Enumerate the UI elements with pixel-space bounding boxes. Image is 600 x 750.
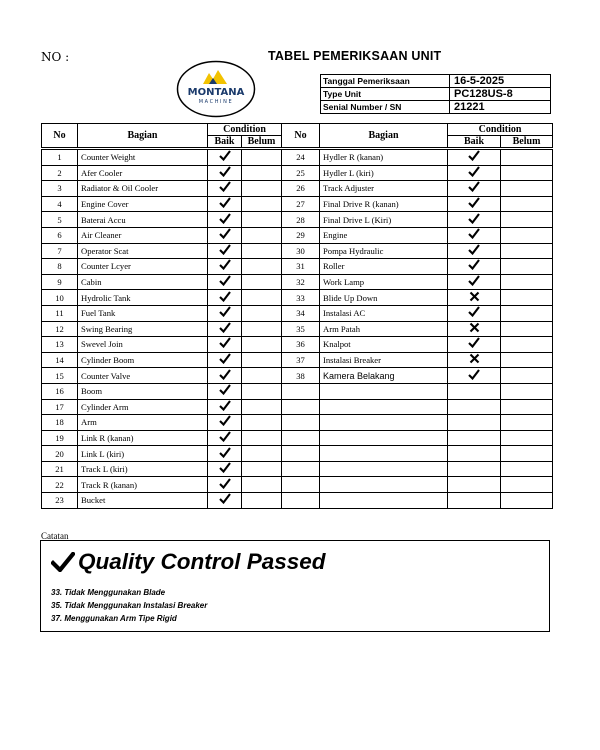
- document-title: TABEL PEMERIKSAAN UNIT: [268, 49, 442, 63]
- condition-belum-cell: [501, 165, 553, 181]
- condition-baik-cell: [448, 305, 501, 321]
- condition-belum-cell: [242, 446, 282, 462]
- item-number: 27: [282, 196, 320, 212]
- item-name: Instalasi AC: [320, 305, 448, 321]
- item-number: 14: [42, 352, 78, 368]
- info-row: [321, 101, 551, 114]
- inspection-table-header: [41, 123, 553, 148]
- condition-baik-cell: [448, 181, 501, 197]
- condition-belum-cell: [242, 337, 282, 353]
- condition-baik-cell: [208, 430, 242, 446]
- condition-belum-cell: [501, 305, 553, 321]
- item-name: Work Lamp: [320, 274, 448, 290]
- condition-baik-cell: [448, 259, 501, 275]
- condition-belum-cell: [501, 212, 553, 228]
- info-label: Tanggal Pemeriksaan: [321, 75, 450, 88]
- info-table: [320, 74, 551, 114]
- item-name: Link L (kiri): [78, 446, 208, 462]
- item-name: Operator Scat: [78, 243, 208, 259]
- item-name: Hydler L (kiri): [320, 165, 448, 181]
- item-number: 31: [282, 259, 320, 275]
- header-belum: Belum: [242, 136, 282, 148]
- condition-belum-cell: [242, 150, 282, 166]
- montana-logo-icon: [176, 60, 256, 118]
- check-mark-icon: [219, 493, 231, 504]
- condition-baik-cell: [208, 477, 242, 493]
- check-mark-icon: [219, 197, 231, 208]
- table-row: [42, 477, 553, 493]
- item-number: 34: [282, 305, 320, 321]
- condition-baik-cell: [448, 212, 501, 228]
- condition-belum-cell: [242, 165, 282, 181]
- check-mark-icon: [468, 197, 480, 208]
- item-name: Final Drive R (kanan): [320, 196, 448, 212]
- condition-belum-cell: [501, 321, 553, 337]
- table-row: [42, 259, 553, 275]
- item-name: Engine Cover: [78, 196, 208, 212]
- condition-baik-cell: [208, 415, 242, 431]
- item-number: 33: [282, 290, 320, 306]
- table-row: [42, 165, 553, 181]
- info-label: Type Unit: [321, 88, 450, 101]
- condition-belum-cell: [501, 227, 553, 243]
- header-baik: Baik: [208, 136, 242, 148]
- cross-mark-icon: [469, 353, 480, 364]
- item-name: Hydler R (kanan): [320, 150, 448, 166]
- no-label: NO :: [41, 50, 70, 64]
- item-name: Cylinder Arm: [78, 399, 208, 415]
- item-number: 30: [282, 243, 320, 259]
- condition-belum-cell: [242, 227, 282, 243]
- check-mark-icon: [468, 181, 480, 192]
- table-row: [42, 430, 553, 446]
- check-mark-icon: [219, 213, 231, 224]
- check-mark-icon: [219, 369, 231, 380]
- item-number: 37: [282, 352, 320, 368]
- item-number: 5: [42, 212, 78, 228]
- header-condition: Condition: [208, 124, 282, 136]
- check-mark-icon: [468, 150, 480, 161]
- condition-belum-cell: [242, 368, 282, 384]
- condition-belum-cell: [242, 430, 282, 446]
- item-name: Afer Cooler: [78, 165, 208, 181]
- condition-baik-cell: [208, 274, 242, 290]
- condition-belum-cell: [501, 290, 553, 306]
- item-number: 36: [282, 337, 320, 353]
- item-number: 38: [282, 368, 320, 384]
- check-mark-icon: [468, 259, 480, 270]
- check-mark-icon: [468, 228, 480, 239]
- item-number: 22: [42, 477, 78, 493]
- table-row: [42, 383, 553, 399]
- condition-belum-cell: [242, 383, 282, 399]
- table-row: [42, 352, 553, 368]
- item-name: Swevel Join: [78, 337, 208, 353]
- item-number: 17: [42, 399, 78, 415]
- condition-baik-cell: [448, 165, 501, 181]
- table-row: [42, 368, 553, 384]
- check-mark-icon: [219, 415, 231, 426]
- item-name: Air Cleaner: [78, 227, 208, 243]
- table-row: [42, 274, 553, 290]
- check-icon: [51, 552, 75, 572]
- item-number: 21: [42, 461, 78, 477]
- note-line: 37. Menggunakan Arm Tipe Rigid: [51, 614, 177, 623]
- table-row: [42, 461, 553, 477]
- condition-belum-cell: [501, 181, 553, 197]
- info-value: 16-5-2025: [450, 75, 551, 88]
- check-mark-icon: [219, 150, 231, 161]
- check-mark-icon: [219, 447, 231, 458]
- condition-baik-cell: [448, 227, 501, 243]
- check-mark-icon: [219, 478, 231, 489]
- notes-label: Catatan: [41, 531, 69, 541]
- item-name: Counter Weight: [78, 150, 208, 166]
- condition-baik-cell: [208, 321, 242, 337]
- item-number: 12: [42, 321, 78, 337]
- condition-belum-cell: [242, 181, 282, 197]
- condition-baik-cell: [208, 305, 242, 321]
- logo-name: MONTANA: [187, 87, 245, 98]
- condition-baik-cell: [208, 181, 242, 197]
- check-mark-icon: [468, 244, 480, 255]
- item-number: 10: [42, 290, 78, 306]
- check-mark-icon: [468, 213, 480, 224]
- condition-baik-cell: [208, 227, 242, 243]
- item-name: Bucket: [78, 493, 208, 509]
- check-mark-icon: [219, 306, 231, 317]
- condition-baik-cell: [448, 150, 501, 166]
- item-number: 26: [282, 181, 320, 197]
- condition-belum-cell: [242, 461, 282, 477]
- condition-baik-cell: [208, 461, 242, 477]
- item-name: Hydrolic Tank: [78, 290, 208, 306]
- item-name: Fuel Tank: [78, 305, 208, 321]
- qc-headline: [51, 549, 326, 575]
- condition-belum-cell: [242, 305, 282, 321]
- item-name: Track R (kanan): [78, 477, 208, 493]
- table-row: [42, 415, 553, 431]
- item-number: 9: [42, 274, 78, 290]
- condition-baik-cell: [448, 337, 501, 353]
- condition-belum-cell: [242, 243, 282, 259]
- condition-belum-cell: [242, 212, 282, 228]
- table-row: [42, 337, 553, 353]
- condition-belum-cell: [242, 399, 282, 415]
- check-mark-icon: [219, 337, 231, 348]
- table-row: [42, 399, 553, 415]
- header-belum: Belum: [501, 136, 553, 148]
- info-value: 21221: [450, 101, 551, 114]
- condition-baik-cell: [208, 150, 242, 166]
- condition-belum-cell: [501, 259, 553, 275]
- item-number: 16: [42, 383, 78, 399]
- item-number: 3: [42, 181, 78, 197]
- item-name: Cylinder Boom: [78, 352, 208, 368]
- check-mark-icon: [219, 259, 231, 270]
- check-mark-icon: [219, 291, 231, 302]
- item-number: 7: [42, 243, 78, 259]
- info-label: Senial Number / SN: [321, 101, 450, 114]
- table-row: [42, 446, 553, 462]
- condition-baik-cell: [208, 446, 242, 462]
- check-mark-icon: [219, 384, 231, 395]
- item-number: 19: [42, 430, 78, 446]
- table-row: [42, 150, 553, 166]
- note-line: 35. Tidak Menggunakan Instalasi Breaker: [51, 601, 208, 610]
- table-row: [42, 196, 553, 212]
- note-line: 33. Tidak Menggunakan Blade: [51, 588, 166, 597]
- check-mark-icon: [468, 306, 480, 317]
- condition-belum-cell: [501, 368, 553, 384]
- condition-baik-cell: [208, 212, 242, 228]
- condition-belum-cell: [501, 337, 553, 353]
- condition-baik-cell: [208, 259, 242, 275]
- item-name: Roller: [320, 259, 448, 275]
- item-number: 11: [42, 305, 78, 321]
- header-condition: Condition: [448, 124, 553, 136]
- table-row: [42, 243, 553, 259]
- header-baik: Baik: [448, 136, 501, 148]
- condition-belum-cell: [242, 196, 282, 212]
- item-name: Blide Up Down: [320, 290, 448, 306]
- condition-baik-cell: [448, 290, 501, 306]
- item-name: Instalasi Breaker: [320, 352, 448, 368]
- table-row: [42, 305, 553, 321]
- item-number: 13: [42, 337, 78, 353]
- check-mark-icon: [468, 275, 480, 286]
- item-number: 28: [282, 212, 320, 228]
- check-mark-icon: [219, 275, 231, 286]
- item-name: Final Drive L (Kiri): [320, 212, 448, 228]
- condition-baik-cell: [448, 321, 501, 337]
- item-name: Pompa Hydraulic: [320, 243, 448, 259]
- item-number: 1: [42, 150, 78, 166]
- item-name: Cabin: [78, 274, 208, 290]
- item-name: Knalpot: [320, 337, 448, 353]
- check-mark-icon: [468, 369, 480, 380]
- condition-baik-cell: [208, 165, 242, 181]
- item-number: 15: [42, 368, 78, 384]
- header-no: No: [282, 124, 320, 148]
- check-mark-icon: [219, 166, 231, 177]
- item-name: Counter Valve: [78, 368, 208, 384]
- condition-belum-cell: [242, 259, 282, 275]
- item-name: Swing Bearing: [78, 321, 208, 337]
- condition-belum-cell: [242, 493, 282, 509]
- info-value: PC128US-8: [450, 88, 551, 101]
- item-name: Engine: [320, 227, 448, 243]
- condition-baik-cell: [208, 290, 242, 306]
- condition-baik-cell: [208, 243, 242, 259]
- condition-baik-cell: [448, 243, 501, 259]
- qc-headline-text: Quality Control Passed: [78, 549, 326, 574]
- condition-belum-cell: [501, 352, 553, 368]
- check-mark-icon: [219, 228, 231, 239]
- header-no: No: [42, 124, 78, 148]
- item-name: Arm Patah: [320, 321, 448, 337]
- condition-belum-cell: [501, 274, 553, 290]
- item-number: 20: [42, 446, 78, 462]
- condition-baik-cell: [208, 352, 242, 368]
- check-mark-icon: [468, 337, 480, 348]
- item-number: 24: [282, 150, 320, 166]
- condition-baik-cell: [448, 274, 501, 290]
- logo-subtitle: MACHINE: [198, 99, 234, 105]
- condition-belum-cell: [242, 352, 282, 368]
- check-mark-icon: [219, 244, 231, 255]
- check-mark-icon: [219, 462, 231, 473]
- condition-belum-cell: [242, 415, 282, 431]
- condition-belum-cell: [501, 150, 553, 166]
- table-row: [42, 321, 553, 337]
- condition-belum-cell: [501, 196, 553, 212]
- cross-mark-icon: [469, 322, 480, 333]
- item-number: 8: [42, 259, 78, 275]
- check-mark-icon: [219, 353, 231, 364]
- cross-mark-icon: [469, 291, 480, 302]
- item-number: 32: [282, 274, 320, 290]
- check-mark-icon: [468, 166, 480, 177]
- info-row: [321, 88, 551, 101]
- condition-baik-cell: [448, 352, 501, 368]
- condition-baik-cell: [208, 196, 242, 212]
- condition-baik-cell: [208, 337, 242, 353]
- item-number: 4: [42, 196, 78, 212]
- header-bagian: Bagian: [78, 124, 208, 148]
- inspection-table: [41, 149, 553, 509]
- condition-baik-cell: [208, 368, 242, 384]
- condition-baik-cell: [208, 493, 242, 509]
- check-mark-icon: [219, 322, 231, 333]
- table-row: [42, 181, 553, 197]
- check-mark-icon: [219, 400, 231, 411]
- condition-baik-cell: [448, 368, 501, 384]
- item-number: 35: [282, 321, 320, 337]
- condition-baik-cell: [448, 196, 501, 212]
- item-name: Track L (kiri): [78, 461, 208, 477]
- item-number: 25: [282, 165, 320, 181]
- header-bagian: Bagian: [320, 124, 448, 148]
- item-name: Counter Lcyer: [78, 259, 208, 275]
- item-name: Link R (kanan): [78, 430, 208, 446]
- item-number: 23: [42, 493, 78, 509]
- item-name: Arm: [78, 415, 208, 431]
- item-number: 18: [42, 415, 78, 431]
- condition-baik-cell: [208, 399, 242, 415]
- item-number: 2: [42, 165, 78, 181]
- table-row: [42, 493, 553, 509]
- table-row: [42, 227, 553, 243]
- check-mark-icon: [219, 181, 231, 192]
- notes-box: [40, 540, 550, 632]
- item-name: Kamera Belakang: [320, 368, 448, 384]
- check-mark-icon: [219, 431, 231, 442]
- montana-logo: [176, 60, 256, 118]
- info-row: [321, 75, 551, 88]
- condition-belum-cell: [242, 321, 282, 337]
- item-name: Radiator & Oil Cooler: [78, 181, 208, 197]
- item-number: 29: [282, 227, 320, 243]
- condition-belum-cell: [242, 290, 282, 306]
- condition-belum-cell: [242, 477, 282, 493]
- condition-belum-cell: [501, 243, 553, 259]
- condition-baik-cell: [208, 383, 242, 399]
- item-name: Boom: [78, 383, 208, 399]
- table-row: [42, 212, 553, 228]
- item-number: 6: [42, 227, 78, 243]
- table-row: [42, 290, 553, 306]
- item-name: Track Adjuster: [320, 181, 448, 197]
- condition-belum-cell: [242, 274, 282, 290]
- item-name: Baterai Accu: [78, 212, 208, 228]
